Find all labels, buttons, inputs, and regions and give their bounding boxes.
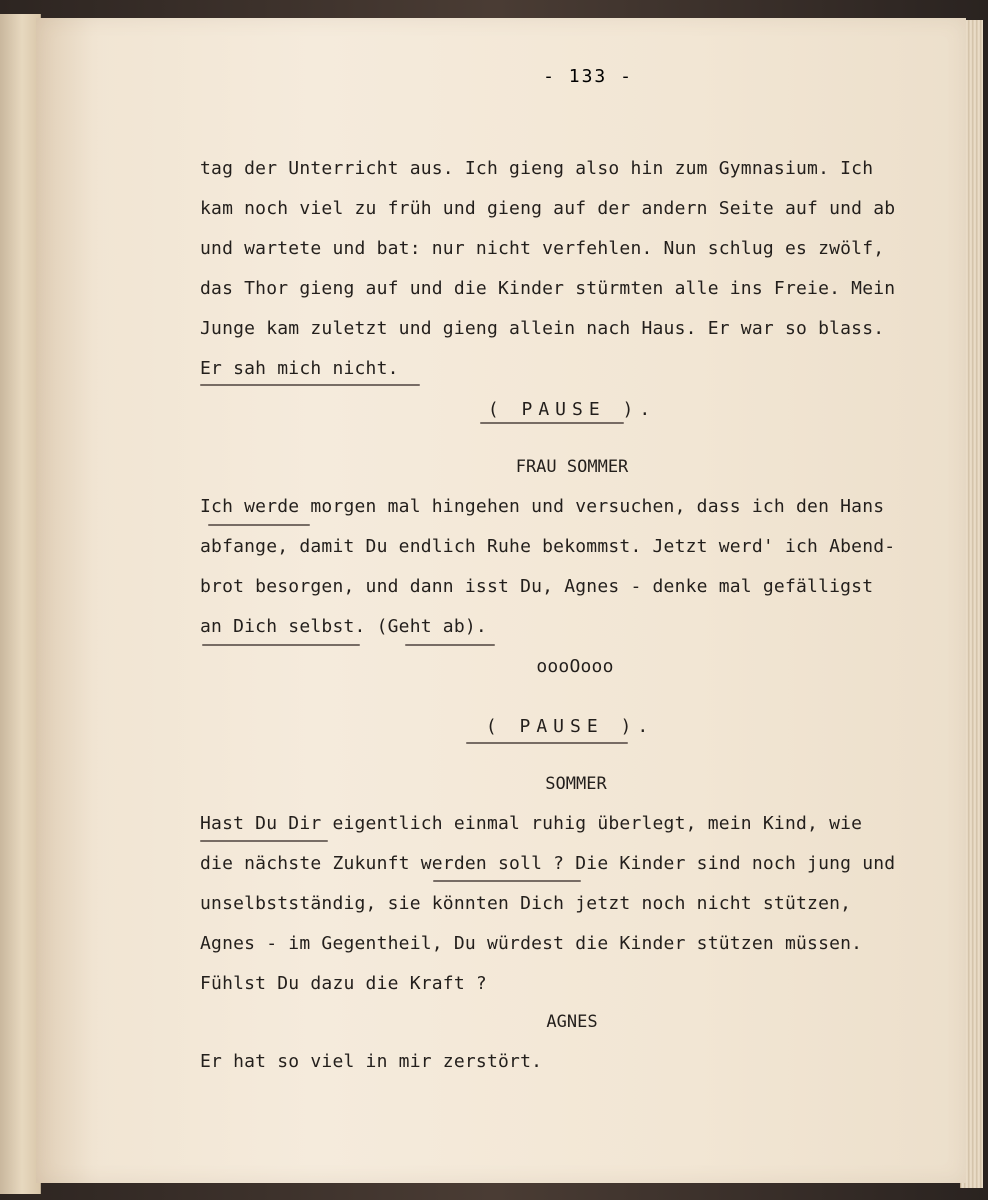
handwritten-underline (202, 644, 360, 646)
speaker-agnes: AGNES (546, 1012, 598, 1032)
body-line-6: Er sah mich nicht. (200, 358, 399, 379)
body-line-2: kam noch viel zu früh und gieng auf der andern Seite auf und ab (200, 198, 896, 219)
body-line-5: Junge kam zuletzt und gieng allein nach Haus. Er war so blass. (200, 318, 885, 339)
body-line-3: und wartete und bat: nur nicht verfehlen. Nun schlug es zwölf, (200, 238, 885, 259)
handwritten-underline (208, 524, 310, 526)
sommer-line-5: Fühlst Du dazu die Kraft ? (200, 973, 487, 994)
pause-direction-2: ( PAUSE ). (485, 716, 655, 737)
page-number: - 133 - (543, 66, 633, 87)
handwritten-underline (433, 880, 581, 882)
handwritten-underline (466, 742, 628, 744)
body-line-1: tag der Unterricht aus. Ich gieng also hin zum Gymnasium. Ich (200, 158, 874, 179)
sommer-line-4: Agnes - im Gegentheil, Du würdest die Kinder stützen müssen. (200, 933, 863, 954)
frau-sommer-line-2: abfange, damit Du endlich Ruhe bekommst. Jetzt werd' ich Abend- (200, 536, 896, 557)
frau-sommer-line-4: an Dich selbst. (Geht ab). (200, 616, 487, 637)
scene-separator: oooOooo (536, 656, 614, 677)
sommer-line-1: Hast Du Dir eigentlich einmal ruhig überlegt, mein Kind, wie (200, 813, 863, 834)
body-line-4: das Thor gieng auf und die Kinder stürmten alle ins Freie. Mein (200, 278, 896, 299)
handwritten-underline (200, 384, 420, 386)
frau-sommer-line-1: Ich werde morgen mal hingehen und versuchen, dass ich den Hans (200, 496, 885, 517)
pause-direction-1: ( PAUSE ). (487, 399, 657, 420)
left-page-edge (0, 14, 41, 1194)
handwritten-underline (200, 840, 328, 842)
speaker-sommer: SOMMER (545, 774, 607, 794)
handwritten-underline (480, 422, 624, 424)
sommer-line-2: die nächste Zukunft werden soll ? Die Kinder sind noch jung und (200, 853, 896, 874)
sommer-line-3: unselbstständig, sie könnten Dich jetzt noch nicht stützen, (200, 893, 852, 914)
agnes-line: Er hat so viel in mir zerstört. (200, 1051, 543, 1072)
frau-sommer-line-3: brot besorgen, und dann isst Du, Agnes - denke mal gefälligst (200, 576, 874, 597)
speaker-frau-sommer: FRAU SOMMER (515, 457, 629, 477)
typed-page (36, 18, 966, 1183)
handwritten-underline (405, 644, 495, 646)
